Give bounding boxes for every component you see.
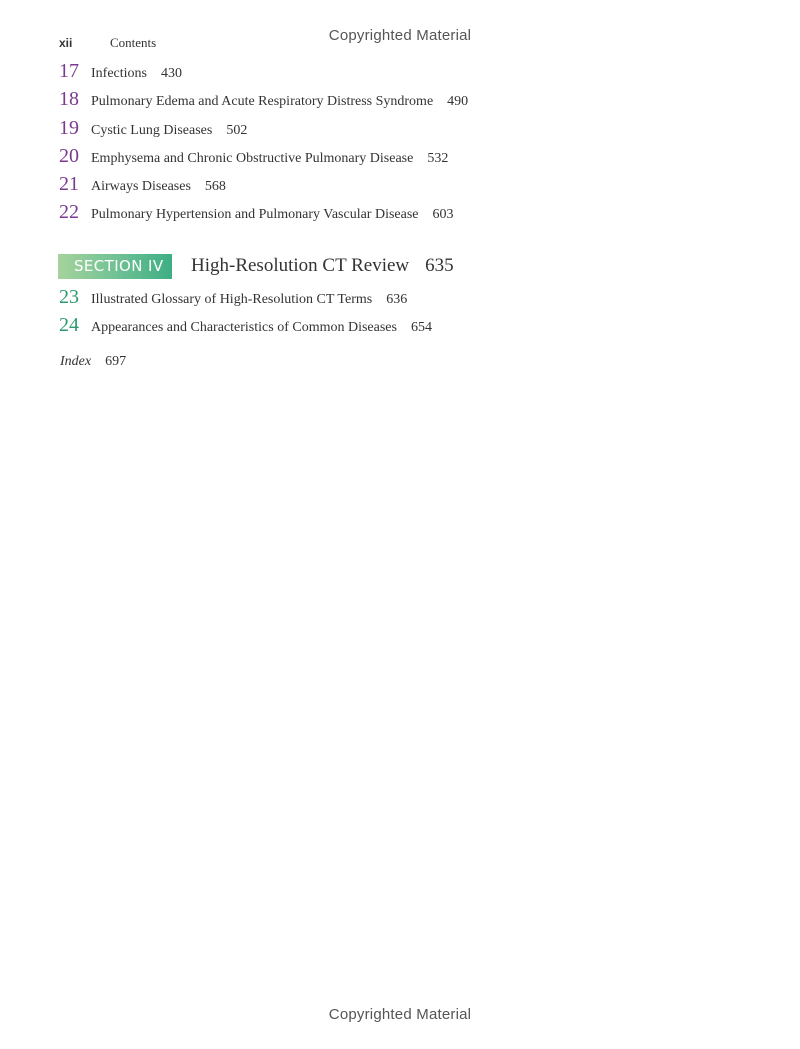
chapter-title: Infections [91, 66, 147, 81]
chapter-entry [59, 60, 759, 88]
index-page: 697 [105, 354, 127, 369]
chapter-number: 19 [59, 116, 79, 139]
chapter-title: Cystic Lung Diseases [91, 122, 213, 138]
section-heading [58, 253, 454, 279]
chapter-title: Airways Diseases [91, 179, 191, 195]
chapter-number: 18 [59, 88, 79, 111]
chapter-title: Pulmonary Edema and Acute Respiratory Distress Syndrome [91, 94, 434, 110]
chapter-number: 21 [59, 173, 79, 196]
chapter-entry [59, 145, 759, 173]
chapter-list-part1 [59, 60, 759, 230]
chapter-page: 430 [160, 66, 182, 81]
watermark-top: Copyrighted Material [328, 27, 472, 44]
chapter-entry [59, 314, 759, 342]
chapter-page: 568 [204, 179, 226, 195]
watermark-bottom: Copyrighted Material [328, 1006, 472, 1023]
chapter-title: Appearances and Characteristics of Common Diseases [91, 320, 397, 336]
chapter-title: Emphysema and Chronic Obstructive Pulmonary Disease [91, 150, 414, 166]
chapter-number: 20 [59, 144, 79, 167]
running-head-title: Contents [110, 35, 157, 50]
chapter-number: 17 [59, 60, 79, 82]
chapter-entry [59, 173, 759, 201]
chapter-title: Pulmonary Hypertension and Pulmonary Vascular Disease [91, 207, 419, 223]
chapter-page: 490 [447, 94, 469, 110]
chapter-entry [59, 201, 759, 229]
running-head [59, 34, 156, 52]
chapter-page: 603 [432, 207, 454, 223]
chapter-number: 24 [59, 314, 79, 337]
chapter-entry [59, 286, 759, 314]
chapter-entry [59, 117, 759, 145]
chapter-list-part2 [59, 286, 759, 343]
chapter-number: 22 [59, 201, 79, 224]
section-page: 635 [425, 255, 454, 276]
index-entry [60, 354, 126, 370]
section-title: High-Resolution CT Review [191, 255, 410, 276]
chapter-entry [59, 88, 759, 116]
chapter-page: 502 [226, 122, 248, 138]
page-number: xii [59, 36, 73, 50]
section-badge: SECTION IV [58, 254, 172, 279]
chapter-page: 636 [386, 292, 408, 307]
chapter-number: 23 [59, 286, 79, 308]
chapter-page: 532 [427, 150, 449, 166]
index-label: Index [60, 354, 92, 369]
chapter-title: Illustrated Glossary of High-Resolution CT Terms [91, 292, 373, 307]
chapter-page: 654 [410, 320, 432, 336]
